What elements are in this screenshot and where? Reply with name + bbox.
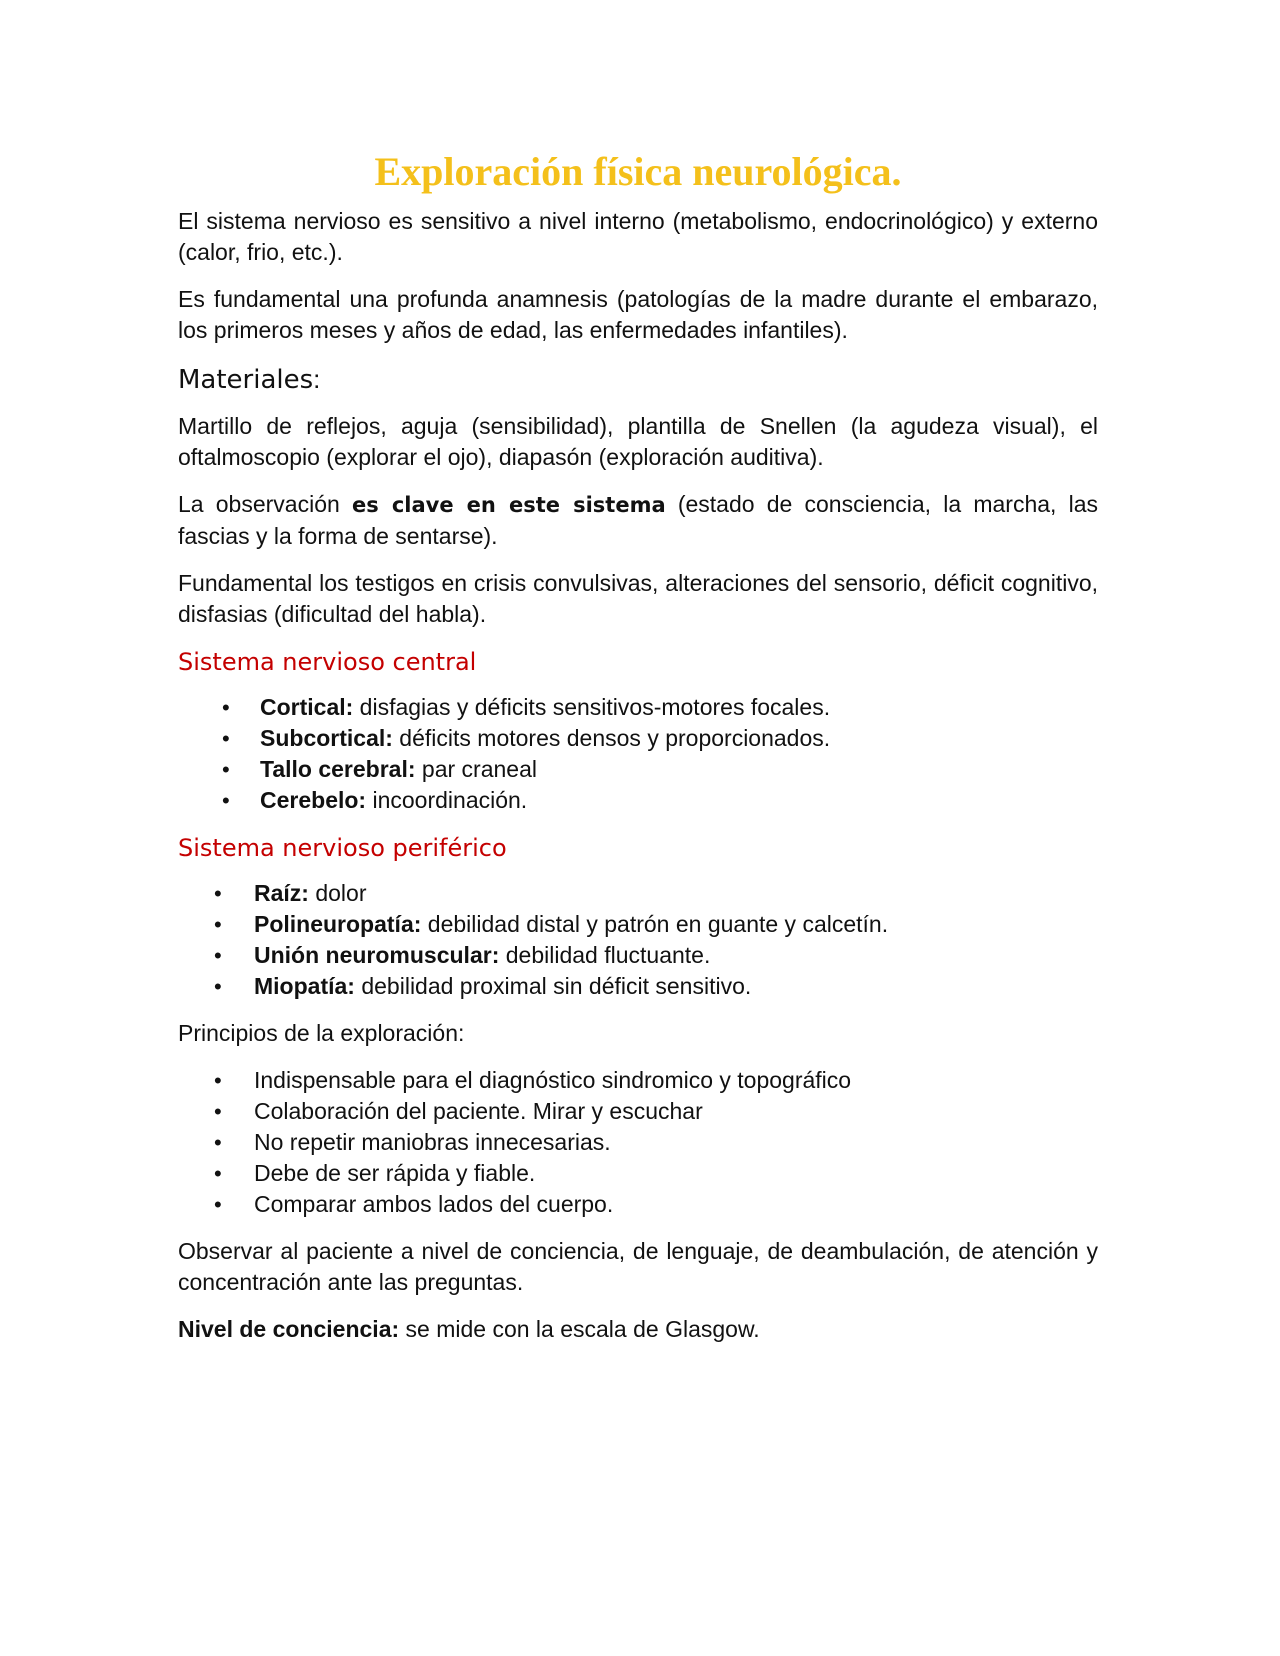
list-item <box>178 754 1098 785</box>
list-item <box>178 909 1098 940</box>
page-title: Exploración física neurológica. <box>374 149 902 194</box>
bullet: • <box>214 943 222 968</box>
observacion-text-after: (estado de consciencia, la marcha, las fascias y la forma de sentarse). <box>178 491 1099 549</box>
principios-heading: Principios de la exploración: <box>178 1020 465 1046</box>
list-item <box>178 723 1098 754</box>
observar-paragraph: Observar al paciente a nivel de conciencia, de lenguaje, de deambulación, de atención y concentración ante las preguntas. <box>178 1238 1098 1295</box>
list-item <box>178 971 1098 1002</box>
list-text: debilidad distal y patrón en guante y calcetín. <box>421 911 889 937</box>
list-item <box>178 940 1098 971</box>
testigos-paragraph: Fundamental los testigos en crisis convulsivas, alteraciones del sensorio, déficit cognitivo, disfasias (dificultad del habla). <box>178 570 1098 627</box>
nivel-term: Nivel de conciencia: <box>178 1316 400 1342</box>
list-item <box>178 1096 1098 1127</box>
list-text: No repetir maniobras innecesarias. <box>254 1129 611 1155</box>
list-text: par craneal <box>415 756 537 782</box>
observacion-paragraph <box>178 489 1098 552</box>
list-text: Comparar ambos lados del cuerpo. <box>254 1191 614 1217</box>
periferico-heading: Sistema nervioso periférico <box>178 834 507 862</box>
list-term: Miopatía: <box>254 973 355 999</box>
list-text: Colaboración del paciente. Mirar y escuchar <box>254 1098 703 1124</box>
list-text: Indispensable para el diagnóstico sindromico y topográfico <box>254 1067 852 1093</box>
document-page <box>178 140 1098 1361</box>
central-heading: Sistema nervioso central <box>178 648 477 676</box>
list-term: Subcortical: <box>260 725 393 751</box>
list-term: Cortical: <box>260 694 354 720</box>
materiales-heading-colon: : <box>313 364 321 394</box>
list-term: Unión neuromuscular: <box>254 942 500 968</box>
bullet: • <box>222 788 230 813</box>
materiales-paragraph: Martillo de reflejos, aguja (sensibilidad), plantilla de Snellen (la agudeza visual), el oftalmoscopio (explorar el ojo), diapasón (exploración auditiva). <box>178 413 1098 470</box>
bullet: • <box>214 1192 222 1217</box>
list-term: Tallo cerebral: <box>260 756 416 782</box>
central-list <box>178 692 1098 816</box>
bullet: • <box>214 974 222 999</box>
nivel-text: se mide con la escala de Glasgow. <box>399 1316 760 1342</box>
intro-paragraph-2: Es fundamental una profunda anamnesis (patologías de la madre durante el embarazo, los primeros meses y años de edad, las enfermedades infantiles). <box>178 286 1098 343</box>
bullet: • <box>214 1161 222 1186</box>
list-item <box>178 878 1098 909</box>
list-text: Debe de ser rápida y fiable. <box>254 1160 536 1186</box>
list-item <box>178 785 1098 816</box>
list-item <box>178 1189 1098 1220</box>
principios-list <box>178 1065 1098 1220</box>
bullet: • <box>214 1068 222 1093</box>
list-text: déficits motores densos y proporcionados. <box>392 725 831 751</box>
list-item <box>178 1158 1098 1189</box>
list-term: Polineuropatía: <box>254 911 422 937</box>
list-term: Cerebelo: <box>260 787 367 813</box>
list-text: dolor <box>308 880 367 906</box>
observacion-text-bold: es clave en este sistema <box>351 493 666 517</box>
list-item <box>178 1065 1098 1096</box>
bullet: • <box>222 695 230 720</box>
bullet: • <box>222 726 230 751</box>
bullet: • <box>222 757 230 782</box>
periferico-list <box>178 878 1098 1002</box>
nivel-paragraph <box>178 1314 1098 1345</box>
list-text: incoordinación. <box>366 787 528 813</box>
list-item <box>178 1127 1098 1158</box>
list-item <box>178 692 1098 723</box>
materiales-heading <box>178 362 1098 397</box>
list-text: debilidad proximal sin déficit sensitivo. <box>354 973 752 999</box>
intro-paragraph-1: El sistema nervioso es sensitivo a nivel interno (metabolismo, endocrinológico) y externo (calor, frio, etc.). <box>178 208 1098 265</box>
bullet: • <box>214 1130 222 1155</box>
list-text: debilidad fluctuante. <box>499 942 711 968</box>
observacion-text-before: La observación <box>178 491 352 517</box>
bullet: • <box>214 912 222 937</box>
materiales-heading-text: Materiales <box>178 365 314 395</box>
bullet: • <box>214 1099 222 1124</box>
list-term: Raíz: <box>254 880 309 906</box>
list-text: disfagias y déficits sensitivos-motores focales. <box>353 694 831 720</box>
bullet: • <box>214 881 222 906</box>
